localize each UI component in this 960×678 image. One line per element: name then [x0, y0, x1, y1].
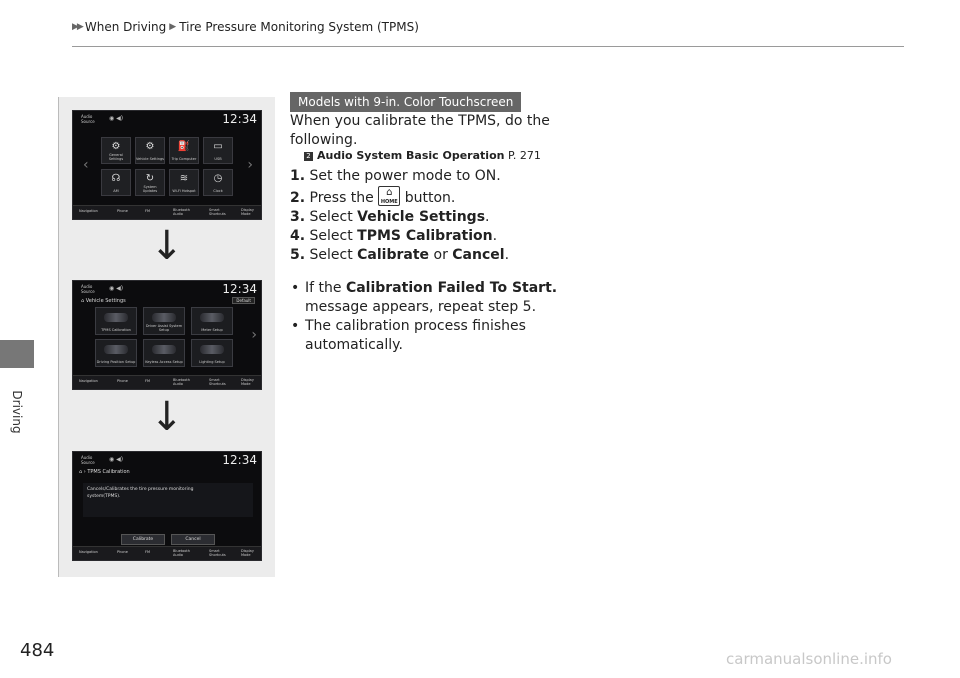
tile-driving-position[interactable]: Driving Position Setup	[95, 339, 137, 367]
intro-line1: When you calibrate the TPMS, do the	[290, 113, 550, 129]
tile-tpms-calibration[interactable]: TPMS Calibration	[95, 307, 137, 335]
screen-vehicle-settings	[72, 280, 262, 390]
nav-navigation[interactable]: Navigation	[79, 209, 98, 213]
gear-icon: ⚙	[111, 141, 121, 152]
usb-icon: ▭	[213, 141, 223, 152]
clock-icon: ◷	[213, 173, 223, 184]
screen-tpms-calibration	[72, 451, 262, 561]
tpms-title: ⌂ › TPMS Calibration	[79, 469, 130, 475]
nav-bluetooth-audio[interactable]: Bluetooth Audio	[173, 208, 190, 216]
chevron-left-icon: ‹	[83, 157, 89, 173]
screen-bottom-bar	[73, 375, 261, 389]
breadcrumb-separator-icon: ▶	[169, 22, 177, 32]
nav-bluetooth-audio[interactable]: Bluetooth Audio	[173, 549, 190, 557]
nav-fm[interactable]: FM	[145, 209, 151, 213]
step-4: 4. Select TPMS Calibration.	[290, 228, 498, 244]
xref-arrow-icon: 2	[304, 152, 313, 161]
intro-text	[290, 112, 550, 150]
tpms-message-line1: Cancels/Calibrates the tire pressure monitoring	[87, 487, 194, 492]
tire-icon	[104, 313, 128, 322]
nav-smart-shortcuts[interactable]: Smart Shortcuts	[209, 549, 226, 557]
watermark: carmanualsonline.info	[726, 650, 892, 668]
clock: 12:34	[222, 282, 257, 296]
nav-smart-shortcuts[interactable]: Smart Shortcuts	[209, 208, 226, 216]
step-1: 1. Set the power mode to ON.	[290, 168, 501, 184]
bullet-list	[290, 279, 557, 355]
side-tab-label: Driving	[10, 390, 24, 434]
model-badge: Models with 9-in. Color Touchscreen	[290, 92, 521, 112]
tile-system-updates[interactable]: ↻ System Updates	[135, 169, 165, 196]
bullet-1: • If the Calibration Failed To Start. message appears, repeat step 5.	[291, 280, 558, 315]
status-icons: ◉ ◀)	[109, 285, 124, 292]
xref-label: Audio System Basic Operation	[317, 149, 505, 162]
wifi-icon: ≋	[179, 173, 189, 184]
page-number: 484	[20, 640, 55, 661]
nav-fm[interactable]: FM	[145, 379, 151, 383]
screen-home	[72, 110, 262, 220]
xref-page: P. 271	[507, 149, 541, 162]
cancel-button[interactable]: Cancel	[171, 534, 215, 545]
screen-bottom-bar	[73, 546, 261, 560]
radio-icon: ☊	[111, 173, 121, 184]
arrow-down-icon: ↓	[150, 394, 184, 440]
audio-source-label: Audio Source	[81, 114, 95, 124]
nav-smart-shortcuts[interactable]: Smart Shortcuts	[209, 378, 226, 386]
status-icons: ◉ ◀)	[109, 115, 124, 122]
tile-usb[interactable]: ▭ USB	[203, 137, 233, 164]
screen-bottom-bar	[73, 205, 261, 219]
step-2: 2. Press the ⌂ HOME button.	[290, 187, 456, 206]
seat-icon	[104, 345, 128, 354]
intro-line2: following.	[290, 132, 358, 148]
side-tab-marker	[0, 340, 34, 368]
nav-display-mode[interactable]: Display Mode	[241, 378, 254, 386]
fuel-icon: ⛽	[177, 141, 191, 152]
bullet-2: • The calibration process finishes automatically.	[291, 318, 526, 353]
tile-wifi-hotspot[interactable]: ≋ Wi-Fi Hotspot	[169, 169, 199, 196]
clock: 12:34	[222, 112, 257, 126]
tile-trip-computer[interactable]: ⛽ Trip Computer	[169, 137, 199, 164]
chevron-right-icon: ›	[247, 157, 253, 173]
vehicle-settings-title: ⌂ Vehicle Settings	[81, 298, 126, 304]
audio-source-label: Audio Source	[81, 284, 95, 294]
nav-navigation[interactable]: Navigation	[79, 550, 98, 554]
tile-general-settings[interactable]: ⚙ General Settings	[101, 137, 131, 164]
clock: 12:34	[222, 453, 257, 467]
status-icons: ◉ ◀)	[109, 456, 124, 463]
tile-vehicle-settings[interactable]: ⚙ Vehicle Settings	[135, 137, 165, 164]
tile-am[interactable]: ☊ AM	[101, 169, 131, 196]
nav-phone[interactable]: Phone	[117, 379, 128, 383]
arrow-down-icon: ↓	[150, 223, 184, 269]
nav-bluetooth-audio[interactable]: Bluetooth Audio	[173, 378, 190, 386]
tile-clock[interactable]: ◷ Clock	[203, 169, 233, 196]
home-icon: ⌂ HOME	[378, 186, 400, 206]
step-5: 5. Select Calibrate or Cancel.	[290, 247, 510, 263]
headlight-icon	[200, 345, 224, 354]
meter-icon	[200, 313, 224, 322]
chevron-right-icon: ›	[251, 327, 257, 343]
refresh-icon: ↻	[145, 173, 155, 184]
bullet-icon: •	[291, 280, 300, 296]
car-icon	[152, 313, 176, 322]
nav-phone[interactable]: Phone	[117, 209, 128, 213]
tile-keyless-access[interactable]: Keyless Access Setup	[143, 339, 185, 367]
nav-display-mode[interactable]: Display Mode	[241, 549, 254, 557]
car-gear-icon: ⚙	[145, 141, 155, 152]
breadcrumb-arrow-icon: ▶▶	[72, 22, 82, 32]
nav-fm[interactable]: FM	[145, 550, 151, 554]
header-rule	[72, 46, 904, 47]
tpms-message-line2: system(TPMS).	[87, 494, 121, 499]
bullet-icon: •	[291, 318, 300, 334]
cross-reference[interactable]	[304, 149, 541, 162]
key-icon	[152, 345, 176, 354]
nav-navigation[interactable]: Navigation	[79, 379, 98, 383]
breadcrumb	[72, 20, 419, 34]
tile-lighting-setup[interactable]: Lighting Setup	[191, 339, 233, 367]
default-button[interactable]: Default	[232, 297, 255, 304]
steps-list	[290, 167, 509, 265]
audio-source-label: Audio Source	[81, 455, 95, 465]
step-3: 3. Select Vehicle Settings.	[290, 209, 490, 225]
calibrate-button[interactable]: Calibrate	[121, 534, 165, 545]
nav-display-mode[interactable]: Display Mode	[241, 208, 254, 216]
nav-phone[interactable]: Phone	[117, 550, 128, 554]
breadcrumb-item-when-driving[interactable]: When Driving	[84, 20, 167, 34]
tile-meter-setup[interactable]: Meter Setup	[191, 307, 233, 335]
tile-driver-assist[interactable]: Driver Assist System Setup	[143, 307, 185, 335]
breadcrumb-item-tpms[interactable]: Tire Pressure Monitoring System (TPMS)	[179, 20, 419, 34]
tpms-message-box	[83, 483, 253, 517]
